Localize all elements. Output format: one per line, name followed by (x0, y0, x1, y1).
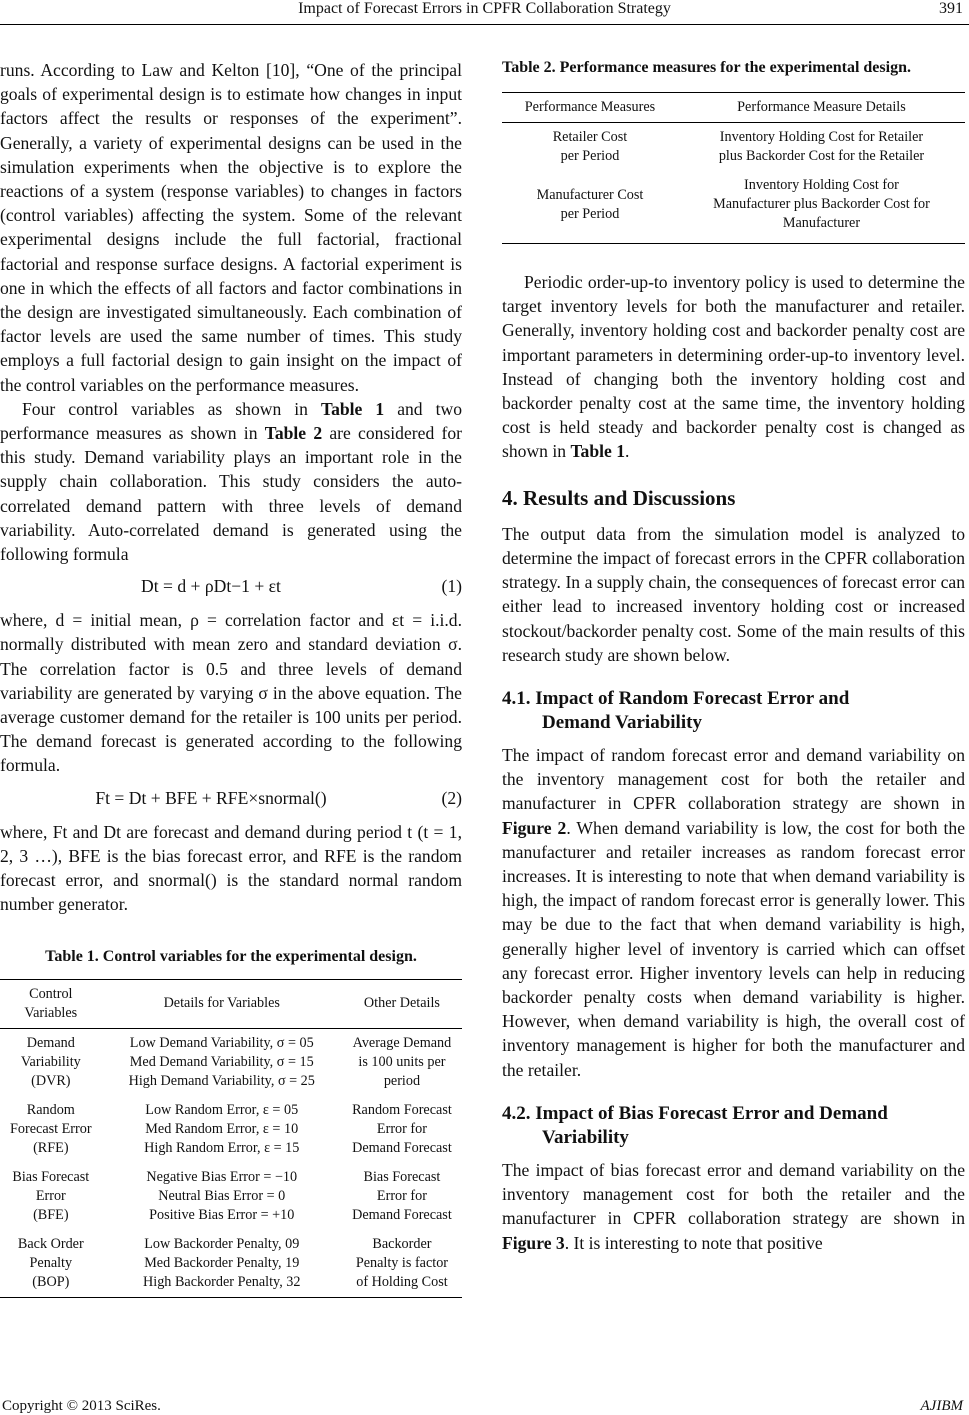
table-row (0, 1028, 462, 1096)
table-cell: Inventory Holding Cost for Manufacturer plus Backorder Cost for Manufacturer (713, 177, 930, 231)
figure-reference: Figure 2 (502, 817, 567, 838)
right-column (502, 58, 965, 1255)
subsection-heading: 4.1. Impact of Random Forecast Error and Demand Variability (502, 688, 850, 734)
paragraph: runs. According to Law and Kelton [10], “One of the principal goals of experimental design is to estimate how changes in input factors affect the results or responses of the experiment”. Generally, a variety of experimental designs can be used in the simulation experiments when the objective is to explore the reactions of a system (response variables) to changes in factors (control variables) affecting the system. Some of the relevant experimental designs include the full factorial, fractional factorial and response surface designs. A factorial experiment is one in which the effects of all factors and factor combinations in the design are investigated simultaneously. Each combination of factor levels are used the same number of times. This study employs a full factorial design to gain insight on the impact of the control variables on the performance measures. (0, 60, 462, 395)
table-row (0, 1163, 462, 1230)
table-header-cell: Details for Variables (163, 995, 280, 1011)
figure-reference: Figure 3 (502, 1232, 565, 1253)
table-header-row (0, 979, 462, 1028)
table-cell: Bias Forecast Error for Demand Forecast (352, 1168, 452, 1223)
table-cell: Low Random Error, ε = 05 Med Random Error, ε = 10 High Random Error, ε = 15 (144, 1101, 300, 1156)
header-rule (0, 24, 969, 25)
table-header-row (502, 93, 965, 123)
paragraph: where, d = initial mean, ρ = correlation factor and εt = i.i.d. normally distributed with mean zero and standard deviation σ. The correlation factor is 0.5 and three levels of demand variability are generated by varying σ in the above equation. The average customer demand for the retailer is 100 units per period. The demand forecast is generated according to the following formula. (0, 610, 462, 776)
paragraph: The impact of bias forecast error and demand variability on the inventory management cost for both the retailer and the manufacturer in CPFR collaboration strategy are shown in Figure 3. It is interesting to note that positive (502, 1159, 965, 1253)
table1-caption: Table 1. Control variables for the experimental design. (45, 947, 417, 965)
table-cell: Negative Bias Error = −10 Neutral Bias Error = 0 Positive Bias Error = +10 (146, 1168, 298, 1223)
table2-caption: Table 2. Performance measures for the experimental design. (502, 59, 911, 76)
paragraph: The output data from the simulation model is analyzed to determine the impact of forecast errors in the CPFR collaboration strategy. In a supply chain, the consequences of forecast error can either lead to increased inventory holding cost or increased stockout/backorder penalty cost. Some of the main results of this research study are shown below. (502, 523, 965, 665)
table-reference: Table 1 (570, 441, 626, 462)
table-cell: Manufacturer Cost per Period (536, 186, 644, 222)
table-cell: Retailer Cost per Period (552, 129, 628, 164)
page-footer (0, 1386, 969, 1414)
table-reference: Table 1 (320, 398, 385, 419)
equation-number: (1) (441, 576, 462, 597)
paragraph: Periodic order-up-to inventory policy is used to determine the target inventory levels for both the manufacturer and retailer. Generally, inventory holding cost and backorder penalty cost are important parameters in determining order-up-to inventory level. Instead of changing both the inventory holding cost and backorder penalty cost at the same time, the inventory holding cost is held steady and backorder penalty cost is changed as shown in Table 1. (502, 272, 965, 462)
table-header-cell: Performance Measure Details (737, 99, 906, 115)
table-row (502, 171, 965, 244)
page-number: 391 (939, 0, 963, 17)
equation-2 (0, 786, 462, 812)
table-cell: Random Forecast Error (RFE) (10, 1101, 92, 1156)
table-cell: Back Order Penalty (BOP) (17, 1235, 84, 1290)
table-cell: Low Backorder Penalty, 09 Med Backorder Penalty, 19 High Backorder Penalty, 32 (143, 1235, 301, 1290)
table-cell: Low Demand Variability, σ = 05 Med Demand Variability, σ = 15 High Demand Variability, σ = 25 (128, 1034, 315, 1089)
equation-expression: Ft = Dt + BFE + RFE×snormal() (95, 787, 327, 808)
table-row (0, 1096, 462, 1163)
table-2 (502, 92, 965, 244)
equation-number: (2) (441, 787, 462, 808)
table-reference: Table 2 (264, 423, 323, 444)
paragraph: The impact of random forecast error and demand variability on the inventory management cost for both the retailer and manufacturer in CPFR collaboration strategy are shown in Figure 2. When demand variability is low, the cost for both the manufacturer and retailer increases as random forecast error increases. It is interesting to note that when demand variability is high, the impact of random forecast error is generally lower. This may be due to the fact that when demand variability is high, generally higher level of inventory is carried which can offset any forecast error. Higher inventory levels can help in reducing backorder penalty costs when demand variability is higher. However, when demand variability is high, the overall cost of inventory management is higher for both the manufacturer and the retailer. (502, 745, 965, 1080)
table-cell: Backorder Penalty is factor of Holding Cost (355, 1235, 449, 1290)
section-heading: 4. Results and Discussions (502, 485, 736, 510)
paragraph: Four control variables as shown in Table 1 and two performance measures as shown in Table 2 are considered for this study. Demand variability plays an important role in the supply chain collaboration. This study considers the auto-correlated demand pattern with three levels of demand variability. Auto-correlated demand is generated using the following formula (0, 398, 463, 565)
equation-expression: Dt = d + ρDt−1 + εt (141, 576, 281, 597)
equation-1 (0, 574, 462, 600)
subsection-heading: 4.2. Impact of Bias Forecast Error and Demand Variability (502, 1102, 888, 1148)
table-1 (0, 979, 462, 1298)
table-header-cell: Control Variables (24, 985, 78, 1021)
table-cell: Random Forecast Error for Demand Forecast (352, 1101, 452, 1156)
journal-name: AJIBM (920, 1398, 963, 1414)
running-title: Impact of Forecast Errors in CPFR Collaboration Strategy (298, 0, 671, 17)
table-header-cell: Other Details (363, 995, 440, 1011)
table-row (502, 123, 965, 172)
table-cell: Average Demand is 100 units per period (352, 1034, 452, 1089)
table-header-cell: Performance Measures (524, 99, 656, 115)
table-cell: Demand Variability (DVR) (20, 1034, 81, 1089)
paragraph: where, Ft and Dt are forecast and demand during period t (t = 1, 2, 3 …), BFE is the bias forecast error, and RFE is the random forecast error, and snormal() is the standard normal random number generator. (0, 821, 462, 915)
table-cell: Inventory Holding Cost for Retailer plus Backorder Cost for the Retailer (718, 129, 925, 164)
copyright-notice: Copyright © 2013 SciRes. (2, 1398, 161, 1414)
table-cell: Bias Forecast Error (BFE) (12, 1168, 90, 1223)
page-header (0, 0, 969, 28)
table-row (0, 1230, 462, 1298)
left-column (0, 58, 462, 1298)
